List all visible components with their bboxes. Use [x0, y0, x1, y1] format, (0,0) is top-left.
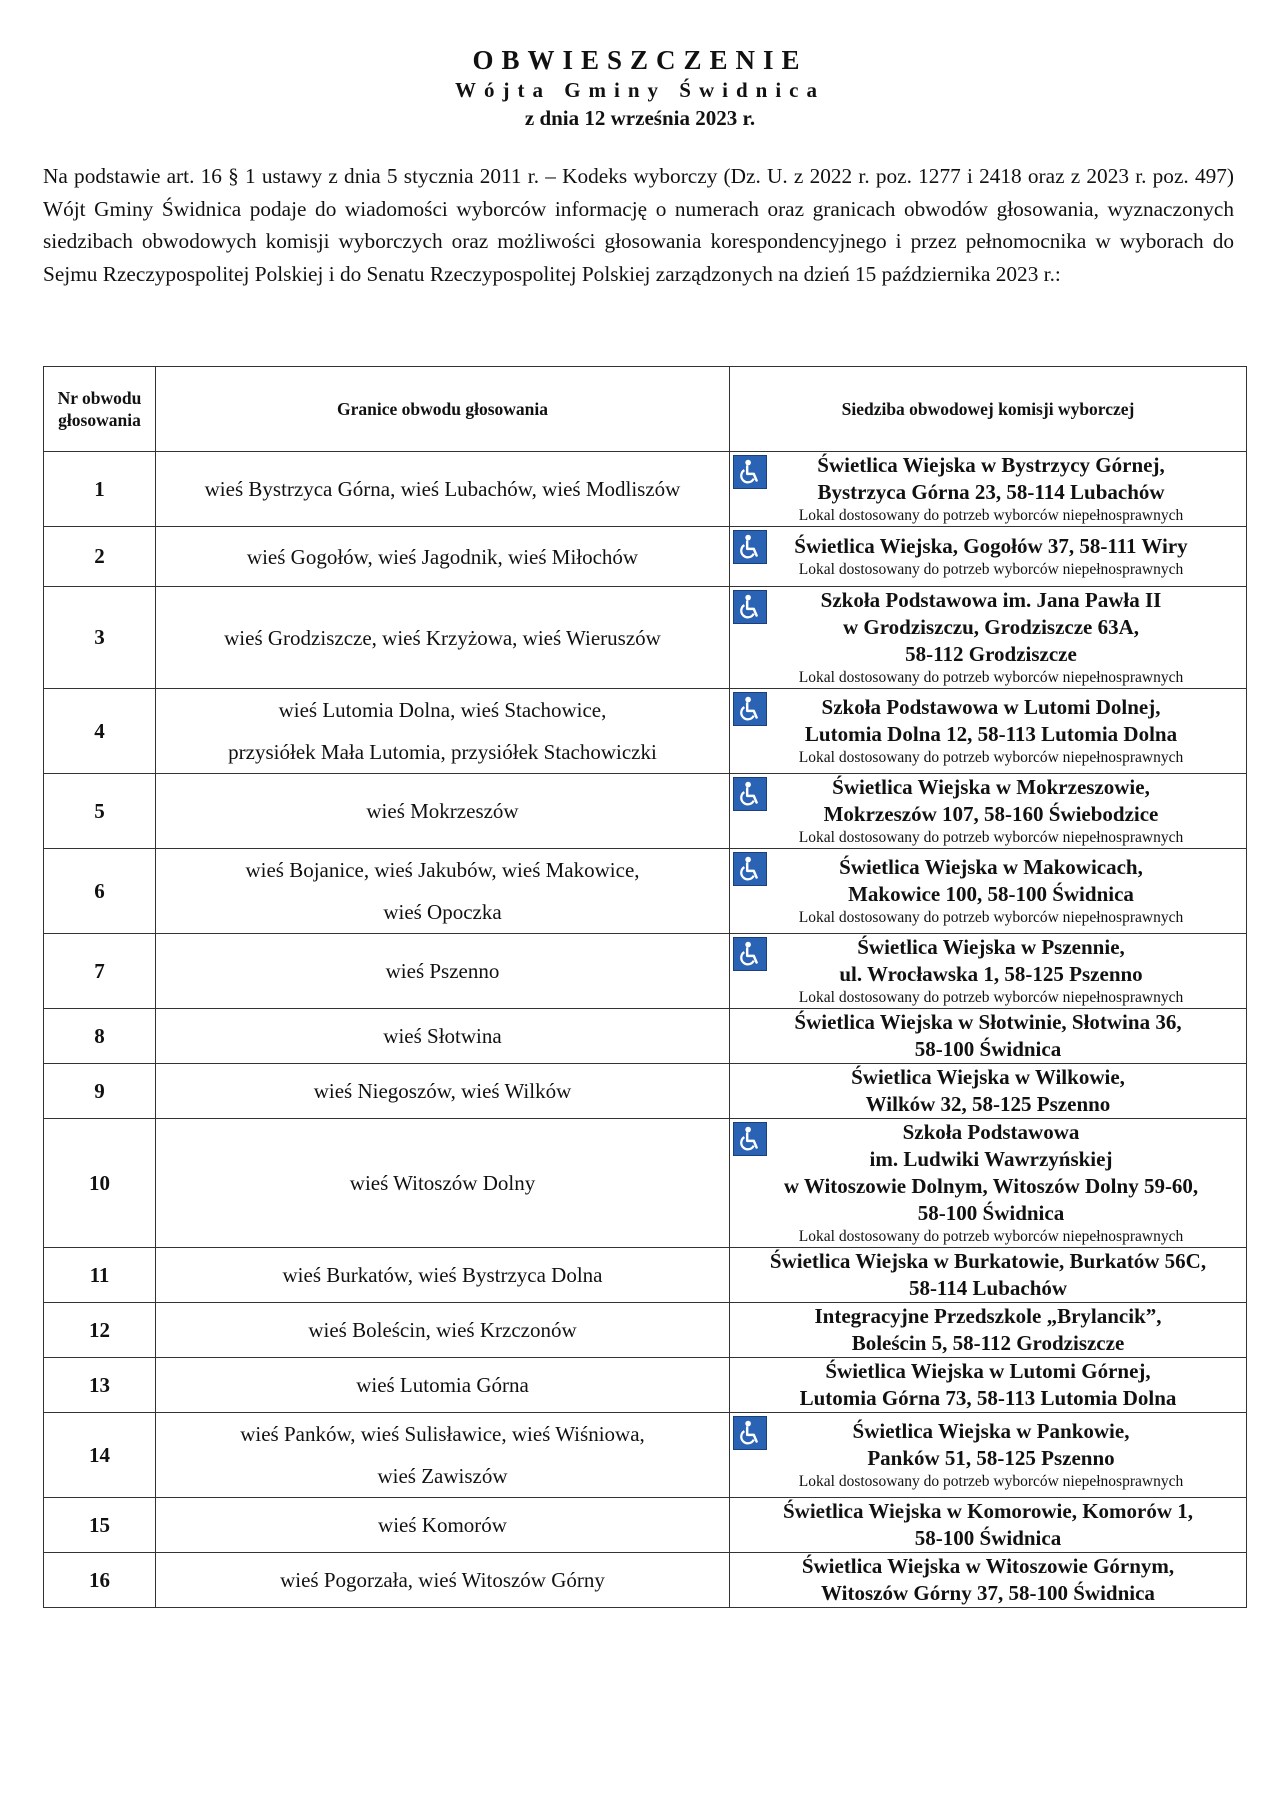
commission-seat — [730, 849, 1247, 934]
district-number: 9 — [44, 1064, 156, 1119]
seat-address-line: Świetlica Wiejska w Wilkowie, — [851, 1065, 1125, 1089]
seat-address-line: 58-114 Lubachów — [908, 1276, 1068, 1300]
table-row — [44, 689, 1247, 774]
seat-address-line: Świetlica Wiejska, Gogołów 37, 58-111 Wiry — [794, 534, 1188, 558]
boundary-line: przysiółek Mała Lutomia, przysiółek Stachowiczki — [228, 740, 657, 764]
seat-address-line: 58-112 Grodziszcze — [905, 642, 1077, 666]
table-row — [44, 1303, 1247, 1358]
commission-seat — [730, 934, 1247, 1009]
district-boundaries — [156, 1553, 730, 1608]
table-row — [44, 934, 1247, 1009]
accessible-note: Lokal dostosowany do potrzeb wyborców niepełnosprawnych — [798, 669, 1184, 686]
commission-seat — [730, 774, 1247, 849]
district-number: 7 — [44, 934, 156, 1009]
district-boundaries — [156, 1064, 730, 1119]
boundary-line: wieś Zawiszów — [377, 1464, 508, 1488]
boundary-line: wieś Pogorzała, wieś Witoszów Górny — [280, 1568, 605, 1592]
district-boundaries — [156, 587, 730, 689]
table-row — [44, 1119, 1247, 1248]
document-header — [0, 0, 1280, 132]
commission-seat — [730, 1009, 1247, 1064]
commission-seat — [730, 587, 1247, 689]
commission-seat — [730, 1119, 1247, 1248]
district-boundaries — [156, 849, 730, 934]
table-row — [44, 527, 1247, 587]
voting-districts-table — [43, 366, 1247, 1608]
commission-seat — [730, 1248, 1247, 1303]
district-boundaries — [156, 1303, 730, 1358]
district-number: 2 — [44, 527, 156, 587]
intro-paragraph: Na podstawie art. 16 § 1 ustawy z dnia 5 stycznia 2011 r. – Kodeks wyborczy (Dz. U. z 2022 r. poz. 1277 i 2418 oraz z 2023 r. poz. 497) Wójt Gminy Świdnica podaje do wiadomości wyborców informację o numerach oraz granicach obwodów głosowania, wyznaczonych siedzibach obwodowych komisji wyborczych oraz możliwości głosowania korespondencyjnego i przez pełnomocnika w wyborach do Sejmu Rzeczypospolitej Polskiej i do Senatu Rzeczypospolitej Polskiej zarządzonych na dzień 15 października 2023 r.: — [43, 164, 1234, 286]
boundary-line: wieś Słotwina — [383, 1024, 502, 1048]
district-boundaries — [156, 527, 730, 587]
boundary-line: wieś Panków, wieś Sulisławice, wieś Wiśniowa, — [240, 1422, 645, 1446]
document-title: OBWIESZCZENIE — [472, 45, 808, 75]
table-row — [44, 1553, 1247, 1608]
district-number: 13 — [44, 1358, 156, 1413]
district-number: 8 — [44, 1009, 156, 1064]
commission-seat — [730, 1553, 1247, 1608]
commission-seat — [730, 1413, 1247, 1498]
boundary-line: wieś Niegoszów, wieś Wilków — [313, 1079, 572, 1103]
boundary-line: wieś Witoszów Dolny — [349, 1171, 536, 1195]
seat-address-line: Lutomia Dolna 12, 58-113 Lutomia Dolna — [804, 722, 1178, 746]
boundary-line: wieś Bystrzyca Górna, wieś Lubachów, wieś Modliszów — [204, 477, 681, 501]
commission-seat — [730, 1498, 1247, 1553]
table-row — [44, 452, 1247, 527]
seat-address-line: Szkoła Podstawowa w Lutomi Dolnej, — [821, 695, 1161, 719]
seat-address-line: Bystrzyca Górna 23, 58-114 Lubachów — [817, 480, 1165, 504]
document-date: z dnia 12 września 2023 r. — [524, 106, 756, 130]
accessible-note: Lokal dostosowany do potrzeb wyborców niepełnosprawnych — [798, 1228, 1184, 1245]
seat-address-line: 58-100 Świdnica — [914, 1526, 1062, 1550]
wheelchair-icon — [733, 590, 767, 624]
seat-address-line: Świetlica Wiejska w Burkatowie, Burkatów 56C, — [769, 1249, 1207, 1273]
table-row — [44, 1064, 1247, 1119]
accessible-note: Lokal dostosowany do potrzeb wyborców niepełnosprawnych — [798, 909, 1184, 926]
district-boundaries — [156, 1119, 730, 1248]
accessible-note: Lokal dostosowany do potrzeb wyborców niepełnosprawnych — [798, 561, 1184, 578]
table-row — [44, 1413, 1247, 1498]
district-boundaries — [156, 1009, 730, 1064]
seat-address-line: Świetlica Wiejska w Słotwinie, Słotwina 36, — [794, 1010, 1182, 1034]
seat-address-line: 58-100 Świdnica — [914, 1037, 1062, 1061]
seat-address-line: Szkoła Podstawowa im. Jana Pawła II — [820, 588, 1162, 612]
district-number: 15 — [44, 1498, 156, 1553]
commission-seat — [730, 1064, 1247, 1119]
commission-seat — [730, 1358, 1247, 1413]
document-subtitle: Wójta Gminy Świdnica — [454, 78, 826, 102]
header-nr — [44, 367, 156, 452]
boundary-line: wieś Pszenno — [385, 959, 500, 983]
seat-address-line: Świetlica Wiejska w Mokrzeszowie, — [832, 775, 1150, 799]
district-number: 4 — [44, 689, 156, 774]
header-nr-line: Nr obwodu — [57, 388, 142, 408]
boundary-line: wieś Mokrzeszów — [366, 799, 519, 823]
header-siedziba: Siedziba obwodowej komisji wyborczej — [730, 367, 1247, 452]
boundary-line: wieś Burkatów, wieś Bystrzyca Dolna — [282, 1263, 603, 1287]
district-number: 5 — [44, 774, 156, 849]
seat-address-line: Szkoła Podstawowa — [902, 1120, 1080, 1144]
district-number: 3 — [44, 587, 156, 689]
wheelchair-icon — [733, 1122, 767, 1156]
seat-address-line: ul. Wrocławska 1, 58-125 Pszenno — [839, 962, 1143, 986]
district-number: 14 — [44, 1413, 156, 1498]
accessible-note: Lokal dostosowany do potrzeb wyborców niepełnosprawnych — [798, 989, 1184, 1006]
seat-address-line: Świetlica Wiejska w Bystrzycy Górnej, — [817, 453, 1165, 477]
boundary-line: wieś Boleścin, wieś Krzczonów — [308, 1318, 577, 1342]
commission-seat — [730, 452, 1247, 527]
seat-address-line: w Grodziszczu, Grodziszcze 63A, — [842, 615, 1140, 639]
district-number: 6 — [44, 849, 156, 934]
district-number: 12 — [44, 1303, 156, 1358]
district-boundaries — [156, 1413, 730, 1498]
boundary-line: wieś Gogołów, wieś Jagodnik, wieś Miłochów — [246, 544, 639, 569]
boundary-line: wieś Grodziszcze, wieś Krzyżowa, wieś Wieruszów — [224, 625, 661, 650]
district-boundaries — [156, 1498, 730, 1553]
boundary-line: wieś Lutomia Dolna, wieś Stachowice, — [278, 698, 607, 722]
seat-address-line: w Witoszowie Dolnym, Witoszów Dolny 59-60, — [783, 1174, 1199, 1198]
accessible-note: Lokal dostosowany do potrzeb wyborców niepełnosprawnych — [798, 829, 1184, 846]
seat-address-line: Świetlica Wiejska w Makowicach, — [839, 855, 1143, 879]
seat-address-line: Lutomia Górna 73, 58-113 Lutomia Dolna — [799, 1386, 1177, 1410]
seat-address-line: Świetlica Wiejska w Pankowie, — [852, 1419, 1130, 1443]
seat-address-line: Świetlica Wiejska w Witoszowie Górnym, — [801, 1554, 1175, 1578]
commission-seat — [730, 689, 1247, 774]
seat-address-line: Wilków 32, 58-125 Pszenno — [865, 1092, 1111, 1116]
seat-address-line: im. Ludwiki Wawrzyńskiej — [869, 1147, 1113, 1171]
table-row — [44, 1498, 1247, 1553]
wheelchair-icon — [733, 852, 767, 886]
district-boundaries — [156, 774, 730, 849]
commission-seat — [730, 527, 1247, 587]
wheelchair-icon — [733, 1416, 767, 1450]
seat-address-line: Boleścin 5, 58-112 Grodziszcze — [851, 1331, 1125, 1355]
table-row — [44, 1248, 1247, 1303]
seat-address-line: Świetlica Wiejska w Pszennie, — [857, 935, 1125, 959]
district-number: 10 — [44, 1119, 156, 1248]
table-row — [44, 1358, 1247, 1413]
district-boundaries — [156, 1248, 730, 1303]
district-boundaries — [156, 689, 730, 774]
district-number: 1 — [44, 452, 156, 527]
seat-address-line: 58-100 Świdnica — [917, 1201, 1065, 1225]
boundary-line: wieś Bojanice, wieś Jakubów, wieś Makowice, — [245, 858, 640, 882]
district-number: 11 — [44, 1248, 156, 1303]
seat-address-line: Mokrzeszów 107, 58-160 Świebodzice — [823, 802, 1159, 826]
accessible-note: Lokal dostosowany do potrzeb wyborców niepełnosprawnych — [798, 749, 1184, 766]
seat-address-line: Makowice 100, 58-100 Świdnica — [848, 882, 1134, 906]
seat-address-line: Świetlica Wiejska w Komorowie, Komorów 1, — [782, 1499, 1194, 1523]
table-row — [44, 774, 1247, 849]
table-row — [44, 587, 1247, 689]
seat-address-line: Świetlica Wiejska w Lutomi Górnej, — [825, 1359, 1151, 1383]
district-boundaries — [156, 934, 730, 1009]
district-boundaries — [156, 1358, 730, 1413]
table-header-row — [44, 367, 1247, 452]
wheelchair-icon — [733, 692, 767, 726]
seat-address-line: Panków 51, 58-125 Pszenno — [867, 1446, 1115, 1470]
header-granice: Granice obwodu głosowania — [156, 367, 730, 452]
table-row — [44, 1009, 1247, 1064]
table-row — [44, 849, 1247, 934]
accessible-note: Lokal dostosowany do potrzeb wyborców niepełnosprawnych — [798, 507, 1184, 524]
district-number: 16 — [44, 1553, 156, 1608]
header-nr-line: głosowania — [58, 410, 141, 430]
district-boundaries — [156, 452, 730, 527]
boundary-line: wieś Opoczka — [383, 900, 502, 924]
wheelchair-icon — [733, 455, 767, 489]
commission-seat — [730, 1303, 1247, 1358]
seat-address-line: Witoszów Górny 37, 58-100 Świdnica — [821, 1581, 1155, 1605]
seat-address-line: Integracyjne Przedszkole „Brylancik”, — [814, 1304, 1162, 1328]
boundary-line: wieś Lutomia Górna — [356, 1373, 529, 1397]
wheelchair-icon — [733, 777, 767, 811]
accessible-note: Lokal dostosowany do potrzeb wyborców niepełnosprawnych — [798, 1473, 1184, 1490]
wheelchair-icon — [733, 530, 767, 564]
boundary-line: wieś Komorów — [378, 1513, 507, 1537]
wheelchair-icon — [733, 937, 767, 971]
